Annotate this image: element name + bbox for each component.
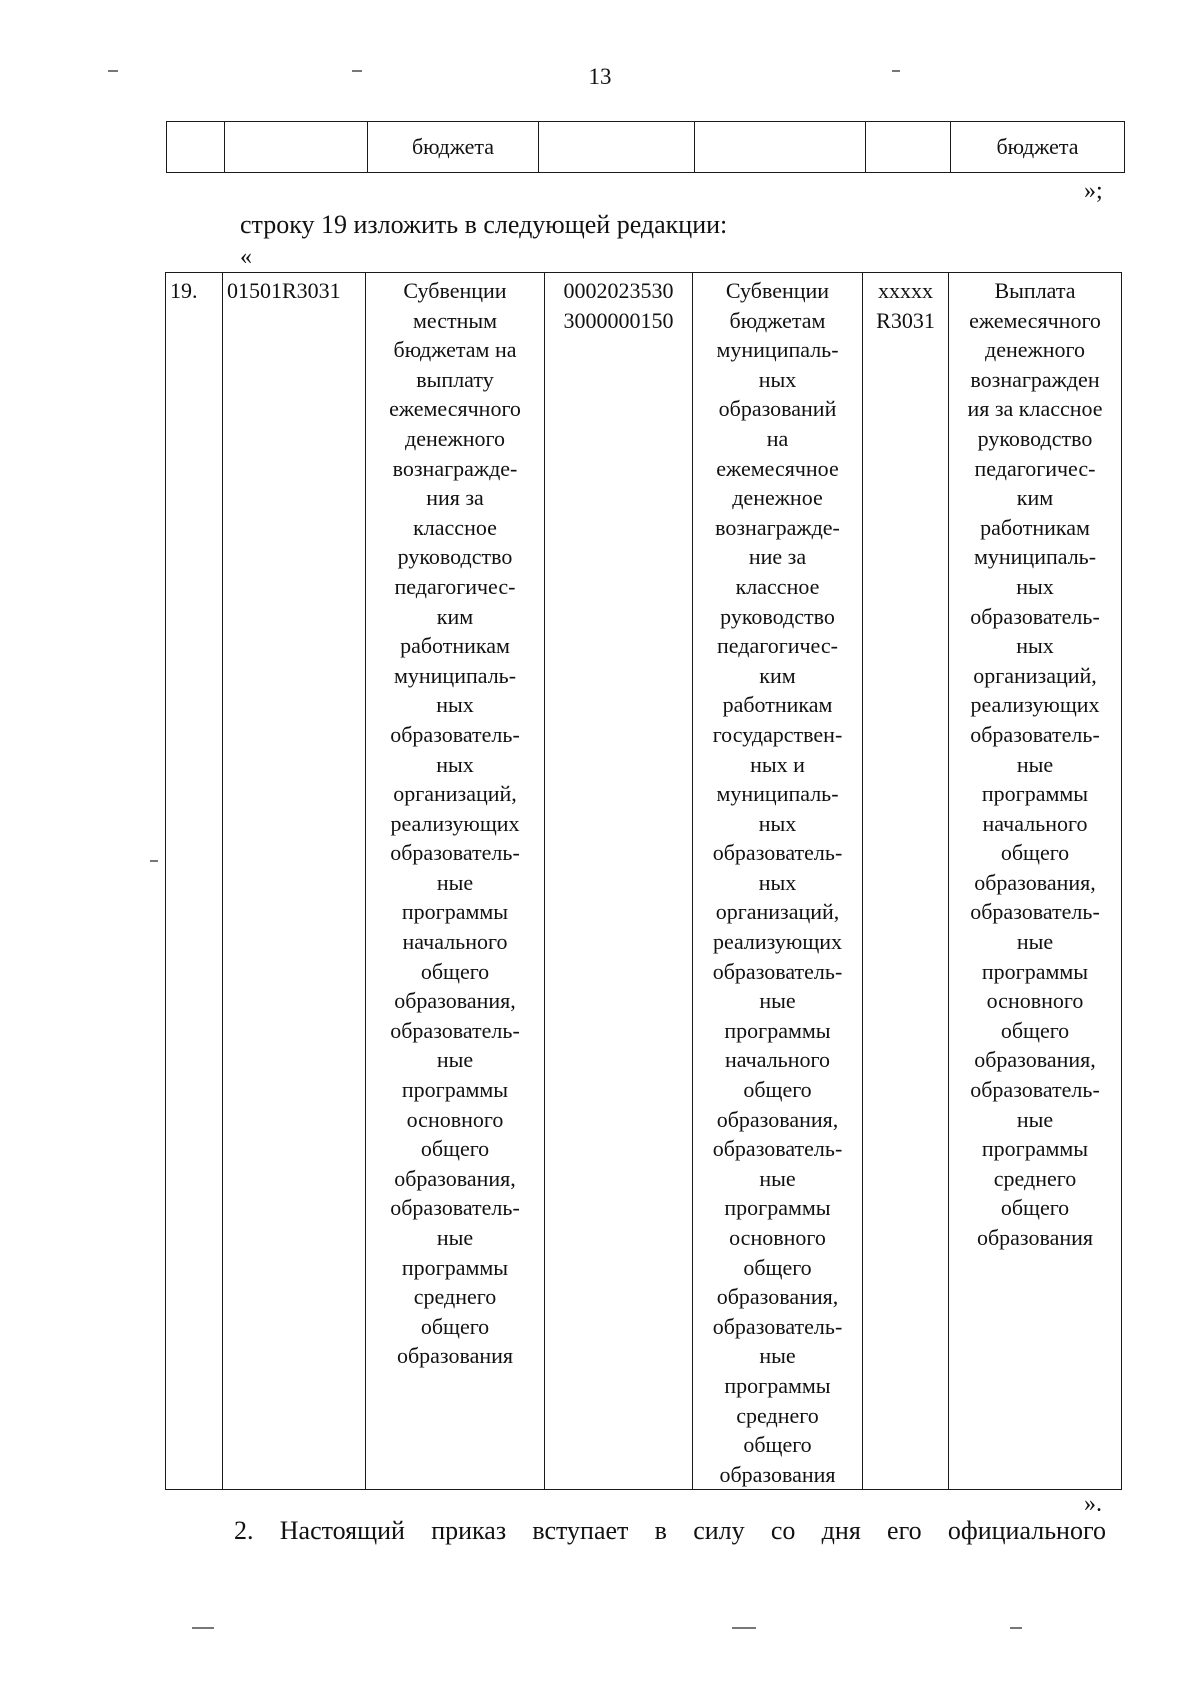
cell-text-line: классное [413,514,497,540]
table-cell [167,122,225,173]
cell-text-line: руководство [977,425,1093,451]
cell-text-line: программы [981,1136,1089,1162]
cell-text-line: ким [759,662,796,688]
cell-text-line: работникам [400,633,510,659]
row-number: 19. [170,278,198,303]
cell-text-line: образователь- [712,1136,843,1162]
cell-text-line: ния за [426,485,484,511]
cell-text-line: Выплата [994,278,1076,303]
cell-text-line: общего [1000,840,1070,866]
table-cell [866,122,951,173]
cell-text-line: ные [759,988,796,1014]
cell-text-line: ные [436,869,474,895]
cell-text-line: образования, [394,1165,516,1191]
cell-text-line: педагогичес- [394,573,516,599]
budget-code-lines [545,276,692,335]
cell-text-line: общего [420,1136,490,1162]
cell-text-line: ных [436,692,474,718]
cell-text-line: руководство [720,603,835,629]
cell-text-line: муниципаль- [973,544,1097,570]
cell-text-line: программы [401,1254,509,1280]
cell-text-line: ных и [750,751,805,777]
cell-text-line: денежного [985,337,1085,363]
scan-mark [732,1627,756,1629]
cell-text-line: ных [758,810,797,836]
code-value: 01501R3031 [227,278,341,303]
cell-text-line: основного [406,1106,504,1132]
scan-mark [192,1627,214,1629]
cell-text-line: работникам [980,514,1090,540]
cell-text-line: ким [1016,485,1054,511]
cell-text-line: xxxxx [878,278,933,303]
cell-text-line: выплату [416,366,494,392]
cell-text-line: ные [436,1225,474,1250]
table-cell: бюджета [951,122,1125,173]
row-number-cell [166,273,223,1490]
table-row [167,122,1125,173]
closing-quote: »; [1084,178,1103,204]
cell-text-line: руководство [397,544,513,570]
cell-text-line: на [766,425,789,451]
cell-text-line: программы [401,1077,509,1103]
cell-text-line: 0002023530 [563,278,674,303]
cell-text-line: общего [743,1432,812,1458]
cell-text-line: местным [412,307,498,333]
cell-text-line: ия за классное [967,396,1103,422]
cell-text-line: образователь- [712,958,843,984]
cell-text-line: общего [420,1313,490,1339]
cell-text-line: ных [436,751,474,777]
cell-text-line: образователь- [390,721,520,747]
cell-text-line: образования, [716,1284,839,1310]
cell-text-line: образователь- [390,840,520,866]
cell-text-line: ные [1016,1106,1054,1132]
cell-text-line: образователь- [970,1077,1100,1103]
cell-text-line: общего [743,1254,812,1280]
cell-text-line: ных [758,869,797,895]
cell-text-line: образователь- [390,1017,520,1043]
cell-text-line: программы [724,1372,831,1398]
target-code-cell [863,273,949,1490]
page-number: 13 [588,64,612,89]
code-cell [223,273,366,1490]
cell-text-line: ким [436,603,474,629]
budget-code-cell [545,273,693,1490]
cell-text-line: классное [735,573,820,599]
cell-text-line: начального [402,929,508,955]
cell-text-line: организаций, [393,781,517,807]
cell-text-line: образования, [716,1106,839,1132]
cell-text-line: образования [396,1343,514,1369]
instruction-text: строку 19 изложить в следующей редакции: [240,210,728,239]
cell-text-line: организаций, [715,899,840,925]
paragraph-2: 2. Настоящий приказ вступает в силу со дня его официального [234,1516,1106,1545]
cell-text-line: общего [743,1077,812,1103]
cell-text-line: государствен- [712,721,843,747]
cell-text-line: вознагражден [970,366,1100,392]
name-lines [366,276,544,1371]
cell-text-line: вознагражде- [715,514,840,540]
cell-text-line: среднего [993,1165,1077,1191]
cell-text-line: денежного [405,425,505,451]
cell-text-line: общего [420,958,490,984]
cell-text-line: работникам [722,692,833,718]
table-cell [539,122,695,173]
cell-text-line: программы [724,1195,831,1221]
scan-mark [352,70,362,72]
cell-text-line: среднего [413,1284,497,1310]
cell-text-line: 3000000150 [563,307,674,333]
cell-text-line: начального [725,1047,830,1073]
cell-text-line: образователь- [970,721,1100,747]
scan-mark [108,70,118,72]
cell-text-line: образования, [974,869,1096,895]
cell-text-line: ных [758,366,797,392]
cell-text-line: муниципаль- [716,781,839,807]
cell-text-line: образования [976,1225,1094,1250]
cell-text-line: педагогичес- [717,633,838,659]
cell-text-line: муниципаль- [716,337,839,363]
cell-text-line: Субвенции [725,278,830,303]
cell-text-line: основного [986,988,1084,1014]
previous-row-table [166,121,1125,173]
table-cell [695,122,866,173]
cell-text-line: общего [1000,1017,1070,1043]
purpose-lines [949,276,1121,1253]
cell-text-line: муниципаль- [393,662,517,688]
table-cell: бюджета [368,122,539,173]
cell-text-line: образования, [974,1047,1096,1073]
cell-text-line: ных [1016,573,1054,599]
recipient-cell [693,273,863,1490]
name-cell [366,273,545,1490]
cell-text-line: образования [719,1461,836,1487]
table-cell [225,122,368,173]
cell-text-line: ние за [748,544,807,570]
cell-text-line: организаций, [973,662,1097,688]
cell-text-line: образователь- [712,1313,843,1339]
cell-text-line: R3031 [876,307,935,333]
cell-text-line: программы [401,899,509,925]
cell-text-line: ежемесячного [389,396,521,422]
scan-mark [892,70,900,72]
target-code-lines [863,276,948,335]
cell-text-line: образователь- [712,840,843,866]
opening-quote: « [240,244,252,270]
cell-text-line: образования, [394,988,516,1014]
cell-text-line: программы [981,958,1089,984]
cell-text-line: образователь- [970,603,1100,629]
cell-text-line: реализующих [970,692,1100,718]
scan-mark [150,860,158,862]
cell-text-line: образователь- [970,899,1100,925]
cell-text-line: бюджетам [729,307,826,333]
cell-text-line: реализующих [712,929,843,955]
cell-text-line: ные [436,1047,474,1073]
cell-text-line: программы [724,1017,831,1043]
cell-text-line: образований [718,396,837,422]
cell-text-line: ежемесячное [716,455,839,481]
cell-text-line: педагогичес- [974,455,1096,481]
purpose-cell [949,273,1122,1490]
cell-text-line: программы [981,781,1089,807]
cell-text-line: вознагражде- [392,455,518,481]
cell-text-line: основного [729,1225,826,1250]
cell-text-line: Субвенции [403,278,507,303]
cell-text-line: образователь- [390,1195,520,1221]
cell-text-line: денежное [732,485,823,511]
cell-text-line: среднего [736,1402,819,1428]
cell-text-line: общего [1000,1195,1070,1221]
cell-text-line: ные [1016,929,1054,955]
cell-text-line: ные [759,1343,796,1369]
cell-text-line: ежемесячного [969,307,1101,333]
table-row [166,273,1122,1490]
cell-text-line: бюджетам на [393,337,517,363]
scan-mark [1010,1627,1022,1629]
cell-text-line: ные [1016,751,1054,777]
cell-text-line: ные [759,1165,796,1191]
closing-quote-end: ». [1084,1491,1102,1517]
cell-text-line: реализующих [390,810,520,836]
cell-text-line: начального [982,810,1088,836]
row-19-table [165,272,1122,1490]
cell-text-line: ных [1016,633,1054,659]
recipient-lines [693,276,862,1489]
